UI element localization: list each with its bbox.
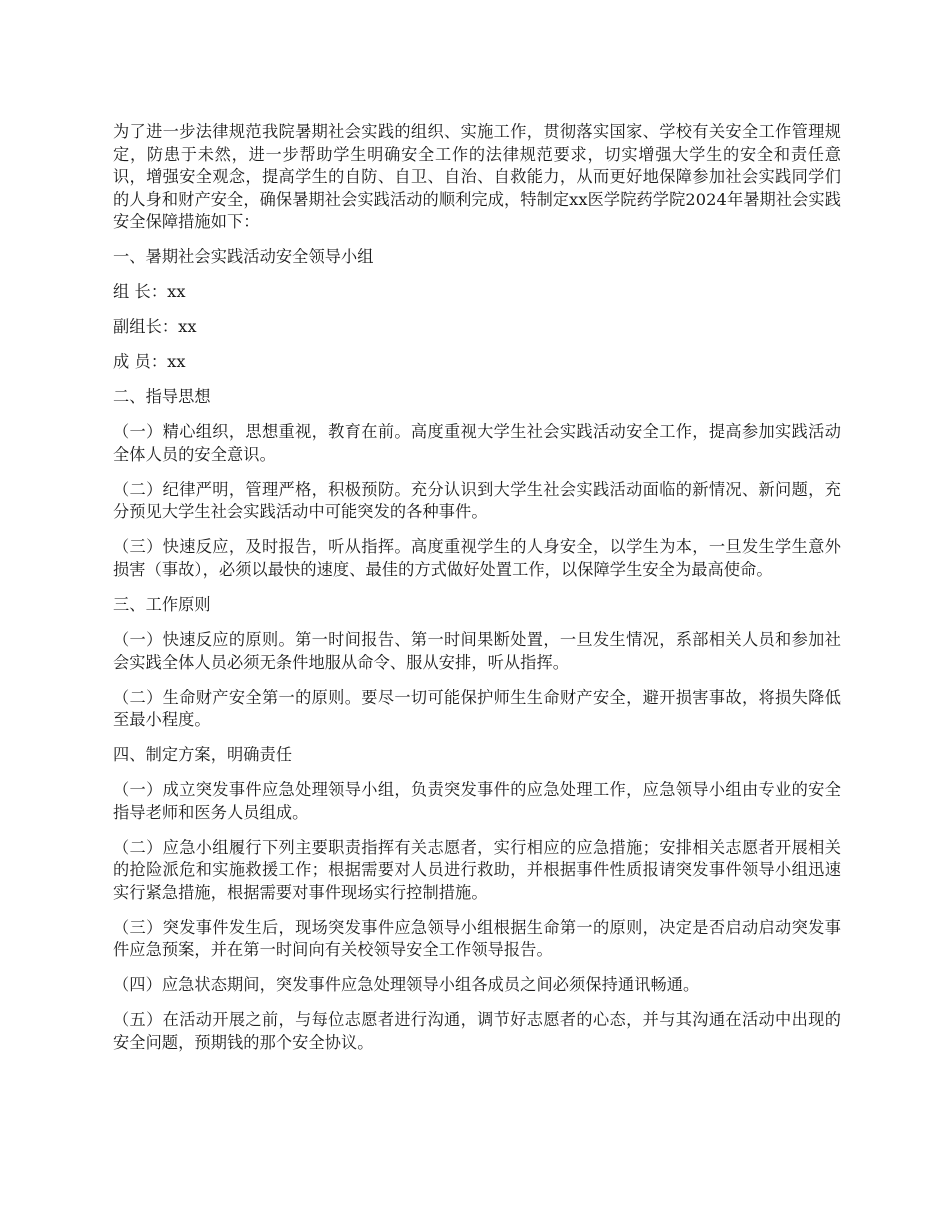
principle-item-2: （二）生命财产安全第一的原则。要尽一切可能保护师生生命财产安全，避开损害事故，将损失降低至最小程度。 xyxy=(113,687,841,730)
principle-item-1: （一）快速反应的原则。第一时间报告、第一时间果断处置，一旦发生情况，系部相关人员和参加社会实践全体人员必须无条件地服从命令、服从安排，听从指挥。 xyxy=(113,630,841,672)
plan-item-2: （二）应急小组履行下列主要职责指挥有关志愿者，实行相应的应急措施；安排相关志愿者开展相关的抢险派危和实施救援工作；根据需要对人员进行救助，并根据事件性质报请突发事件领导小组迅速实行紧急措施，根据需要对事件现场实行控制措施。 xyxy=(113,837,841,902)
section-heading-plan: 四、制定方案，明确责任 xyxy=(113,745,293,765)
section-heading-principles: 三、工作原则 xyxy=(113,595,211,615)
members-line: 成 员：xx xyxy=(113,352,186,372)
document-body xyxy=(113,121,841,1067)
section-heading-guiding-thought: 二、指导思想 xyxy=(113,387,211,407)
plan-item-4: （四）应急状态期间，突发事件应急处理领导小组各成员之间必须保持通讯畅通。 xyxy=(113,975,700,995)
guiding-item-1: （一）精心组织，思想重视，教育在前。高度重视大学生社会实践活动安全工作，提高参加实践活动全体人员的安全意识。 xyxy=(113,422,841,464)
guiding-item-3: （三）快速反应，及时报告，听从指挥。高度重视学生的人身安全，以学生为本，一旦发生学生意外损害（事故），必须以最快的速度、最佳的方式做好处置工作，以保障学生安全为最高使命。 xyxy=(113,537,841,580)
leader-line: 组 长：xx xyxy=(113,282,186,302)
section-heading-leadership: 一、暑期社会实践活动安全领导小组 xyxy=(113,247,374,267)
plan-item-1: （一）成立突发事件应急处理领导小组，负责突发事件的应急处理工作，应急领导小组由专业的安全指导老师和医务人员组成。 xyxy=(113,780,841,822)
intro-paragraph: 为了进一步法律规范我院暑期社会实践的组织、实施工作，贯彻落实国家、学校有关安全工作管理规定，防患于未然，进一步帮助学生明确安全工作的法律规范要求，切实增强大学生的安全和责任意识，增强安全观念，提高学生的自防、自卫、自治、自救能力，从而更好地保障参加社会实践同学们的人身和财产安全，确保暑期社会实践活动的顺利完成，特制定xx医学院药学院2024年暑期社会实践安全保障措施如下： xyxy=(113,122,841,232)
plan-item-5: （五）在活动开展之前，与每位志愿者进行沟通，调节好志愿者的心态，并与其沟通在活动中出现的安全问题，预期钱的那个安全协议。 xyxy=(113,1010,841,1053)
plan-item-3: （三）突发事件发生后，现场突发事件应急领导小组根据生命第一的原则，决定是否启动启动突发事件应急预案，并在第一时间向有关校领导安全工作领导报告。 xyxy=(113,917,841,960)
deputy-leader-line: 副组长：xx xyxy=(113,317,197,337)
guiding-item-2: （二）纪律严明，管理严格，积极预防。充分认识到大学生社会实践活动面临的新情况、新问题，充分预见大学生社会实践活动中可能突发的各种事件。 xyxy=(113,479,841,522)
